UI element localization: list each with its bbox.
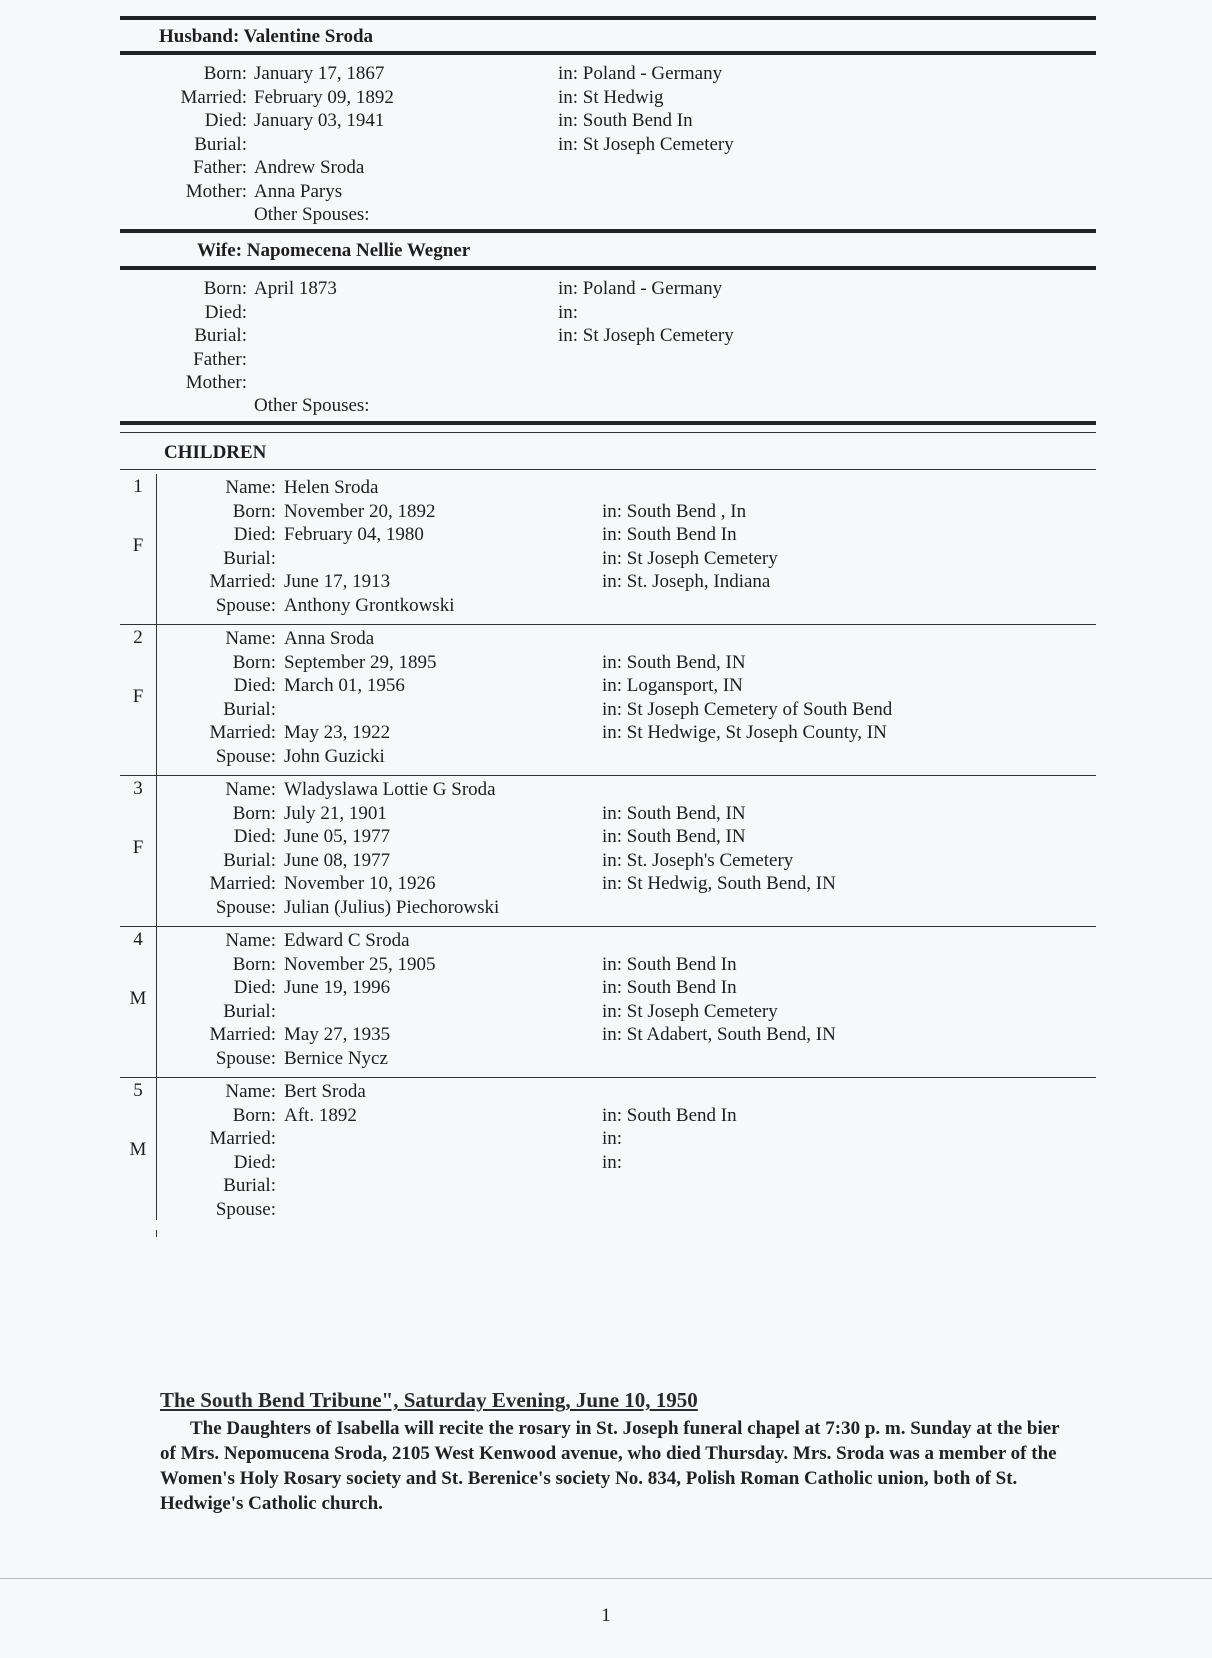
field-value: Andrew Sroda	[254, 157, 365, 178]
field-place: in: St Joseph Cemetery	[602, 547, 778, 569]
field-value: June 19, 1996	[284, 977, 391, 998]
field-place: in: South Bend In	[602, 953, 737, 975]
child-separator	[120, 624, 1096, 625]
field-place: in: St Hedwige, St Joseph County, IN	[602, 722, 887, 743]
field-value: February 09, 1892	[254, 86, 394, 108]
field-value: Anna Sroda	[284, 628, 375, 649]
child-row	[0, 570, 1212, 593]
field-place: in: St Hedwig, South Bend, IN	[602, 873, 836, 894]
field-place: in:	[558, 301, 579, 323]
field-label: Married:	[209, 722, 276, 743]
field-label: Name:	[225, 1081, 276, 1102]
child-row	[0, 745, 1212, 768]
field-value: November 25, 1905	[284, 953, 436, 975]
field-label: Name:	[225, 779, 276, 800]
child-row	[0, 1023, 1212, 1046]
field-value: May 23, 1922	[284, 722, 391, 743]
field-label: Burial:	[223, 1175, 276, 1196]
husband-row	[0, 86, 1212, 109]
field-label: Died:	[233, 675, 276, 696]
child-row	[0, 1080, 1212, 1103]
wife-row	[0, 371, 1212, 394]
wife-row	[0, 324, 1212, 347]
field-label: Spouse:	[215, 594, 276, 616]
child-number: 5	[133, 1080, 143, 1101]
page-cutoff	[120, 1220, 1096, 1230]
page-number: 1	[601, 1605, 611, 1626]
husband-row	[0, 109, 1212, 132]
field-value: November 10, 1926	[284, 873, 436, 894]
field-label: Burial:	[194, 133, 247, 155]
child-row	[0, 953, 1212, 976]
field-value: Anna Parys	[254, 180, 343, 202]
child-row	[0, 627, 1212, 650]
field-label: Died:	[233, 826, 276, 847]
child-row	[0, 476, 1212, 499]
field-value: Bert Sroda	[284, 1081, 366, 1102]
field-place: in:	[602, 1151, 623, 1173]
footer-rule	[0, 1578, 1212, 1579]
wife-top-rule	[120, 229, 1096, 233]
field-label: Born:	[232, 953, 276, 975]
field-place: in: St Joseph Cemetery	[558, 133, 734, 155]
field-value: June 05, 1977	[284, 826, 391, 847]
child-sex: F	[132, 686, 144, 707]
field-label: Born:	[203, 278, 247, 299]
field-label: Spouse:	[215, 896, 276, 918]
field-place: in: South Bend In	[602, 1104, 737, 1126]
field-label: Spouse:	[215, 1047, 276, 1069]
field-label: Born:	[232, 1104, 276, 1126]
child-row	[0, 523, 1212, 546]
child-row	[0, 849, 1212, 872]
field-value: February 04, 1980	[284, 524, 424, 545]
field-value: June 17, 1913	[284, 571, 391, 592]
wife-row	[0, 277, 1212, 300]
children-header: CHILDREN	[164, 442, 267, 463]
field-value: March 01, 1956	[284, 675, 405, 696]
field-place: in: St. Joseph's Cemetery	[602, 849, 794, 871]
field-place: in: South Bend In	[602, 524, 737, 545]
husband-row	[0, 133, 1212, 156]
child-row	[0, 651, 1212, 674]
field-place: in: Poland - Germany	[558, 278, 723, 299]
field-label: Born:	[232, 802, 276, 824]
child-number: 4	[133, 929, 143, 950]
field-value: May 27, 1935	[284, 1024, 391, 1045]
child-separator	[120, 926, 1096, 927]
child-number: 2	[133, 627, 143, 648]
field-value: November 20, 1892	[284, 500, 436, 522]
child-divider-tail	[156, 1229, 157, 1237]
field-value: January 17, 1867	[254, 63, 385, 84]
children-top-rule	[120, 421, 1096, 425]
wife-rule	[120, 266, 1096, 270]
field-label: Died:	[204, 301, 247, 323]
husband-rule	[120, 51, 1096, 55]
field-value: Julian (Julius) Piechorowski	[284, 896, 500, 918]
child-row	[0, 1104, 1212, 1127]
field-place: in: South Bend In	[602, 977, 737, 998]
child-row	[0, 825, 1212, 848]
child-number: 3	[133, 778, 143, 799]
field-place: in: St Adabert, South Bend, IN	[602, 1024, 836, 1045]
child-sex: M	[129, 988, 147, 1009]
field-label: Born:	[232, 651, 276, 673]
field-label: Married:	[209, 571, 276, 592]
wife-row	[0, 348, 1212, 371]
child-row	[0, 1151, 1212, 1174]
field-label: Burial:	[223, 1000, 276, 1022]
child-row	[0, 1127, 1212, 1150]
field-label: Father:	[193, 348, 247, 370]
child-row	[0, 674, 1212, 697]
field-label: Mother:	[185, 372, 247, 393]
field-place: in: South Bend, IN	[602, 651, 746, 673]
child-number: 1	[133, 476, 143, 497]
field-label: Name:	[225, 628, 276, 649]
child-row	[0, 1174, 1212, 1197]
field-label: Mother:	[185, 180, 247, 202]
field-label: Spouse:	[215, 1198, 276, 1220]
field-label: Born:	[232, 500, 276, 522]
field-value: John Guzicki	[284, 745, 385, 767]
child-row	[0, 1198, 1212, 1221]
field-label: Burial:	[223, 547, 276, 569]
field-label: Died:	[233, 1151, 276, 1173]
child-separator	[120, 1077, 1096, 1078]
field-label: Burial:	[194, 325, 247, 346]
field-label: Name:	[225, 477, 276, 498]
article-body: The Daughters of Isabella will recite the rosary in St. Joseph funeral chapel at 7:30 p. m. Sunday at the bier of Mrs. Nepomucena Sroda, 2105 West Kenwood avenue, who died Thursday. Mrs. Sroda was a member of the Women's Holy Rosary society and St. Berenice's society No. 834, Polish Roman Catholic union, both of St. Hedwige's Catholic church.	[160, 1418, 1060, 1514]
field-value: Edward C Sroda	[284, 930, 410, 951]
top-rule	[120, 16, 1096, 20]
field-label: Name:	[225, 930, 276, 951]
field-place: in: South Bend, IN	[602, 802, 746, 824]
child-row	[0, 976, 1212, 999]
field-value: June 08, 1977	[284, 849, 391, 871]
field-label: Died:	[233, 524, 276, 545]
child-row	[0, 500, 1212, 523]
child-sex: F	[132, 837, 144, 858]
child-row	[0, 1047, 1212, 1070]
field-place: in: St Joseph Cemetery	[602, 1000, 778, 1022]
field-place: in: St Joseph Cemetery	[558, 325, 734, 346]
husband-header: Husband: Valentine Sroda	[159, 26, 374, 47]
field-label: Died:	[233, 977, 276, 998]
child-row	[0, 1000, 1212, 1023]
field-value: Wladyslawa Lottie G Sroda	[284, 779, 496, 800]
field-value: Bernice Nycz	[284, 1047, 388, 1069]
child-row	[0, 802, 1212, 825]
wife-row	[0, 301, 1212, 324]
child-row	[0, 778, 1212, 801]
husband-other-spouses: Other Spouses:	[254, 204, 370, 225]
field-value: April 1873	[254, 278, 337, 299]
field-place: in: Logansport, IN	[602, 675, 743, 696]
field-value: Helen Sroda	[284, 477, 379, 498]
field-place: in:	[602, 1128, 623, 1149]
child-row	[0, 929, 1212, 952]
field-label: Father:	[193, 157, 247, 178]
child-row	[0, 721, 1212, 744]
field-place: in: South Bend, IN	[602, 826, 746, 847]
field-place: in: South Bend In	[558, 110, 693, 131]
field-value: Aft. 1892	[284, 1104, 357, 1126]
field-label: Married:	[209, 1128, 276, 1149]
husband-row	[0, 62, 1212, 85]
child-row	[0, 872, 1212, 895]
children-top-rule-thin	[120, 432, 1096, 433]
field-place: in: St Hedwig	[558, 86, 664, 108]
field-label: Burial:	[223, 698, 276, 720]
field-label: Spouse:	[215, 745, 276, 767]
child-row	[0, 547, 1212, 570]
field-place: in: Poland - Germany	[558, 63, 723, 84]
field-label: Burial:	[223, 849, 276, 871]
husband-row	[0, 180, 1212, 203]
child-sex: F	[132, 535, 144, 556]
child-sex: M	[129, 1139, 147, 1160]
field-place: in: St. Joseph, Indiana	[602, 571, 771, 592]
field-label: Died:	[204, 110, 247, 131]
wife-header: Wife: Napomecena Nellie Wegner	[197, 240, 471, 261]
husband-row	[0, 156, 1212, 179]
field-label: Born:	[203, 63, 247, 84]
field-value: Anthony Grontkowski	[284, 594, 455, 616]
child-row	[0, 594, 1212, 617]
field-label: Married:	[180, 86, 247, 108]
field-label: Married:	[209, 1024, 276, 1045]
field-value: July 21, 1901	[284, 802, 387, 824]
child-row	[0, 698, 1212, 721]
field-label: Married:	[209, 873, 276, 894]
field-place: in: St Joseph Cemetery of South Bend	[602, 698, 893, 720]
children-header-rule	[120, 469, 1096, 470]
wife-other-spouses: Other Spouses:	[254, 395, 370, 416]
field-value: January 03, 1941	[254, 110, 385, 131]
article-title: The South Bend Tribune", Saturday Evening, June 10, 1950	[160, 1388, 698, 1412]
field-place: in: South Bend , In	[602, 500, 747, 522]
child-separator	[120, 775, 1096, 776]
field-value: September 29, 1895	[284, 651, 437, 673]
child-row	[0, 896, 1212, 919]
